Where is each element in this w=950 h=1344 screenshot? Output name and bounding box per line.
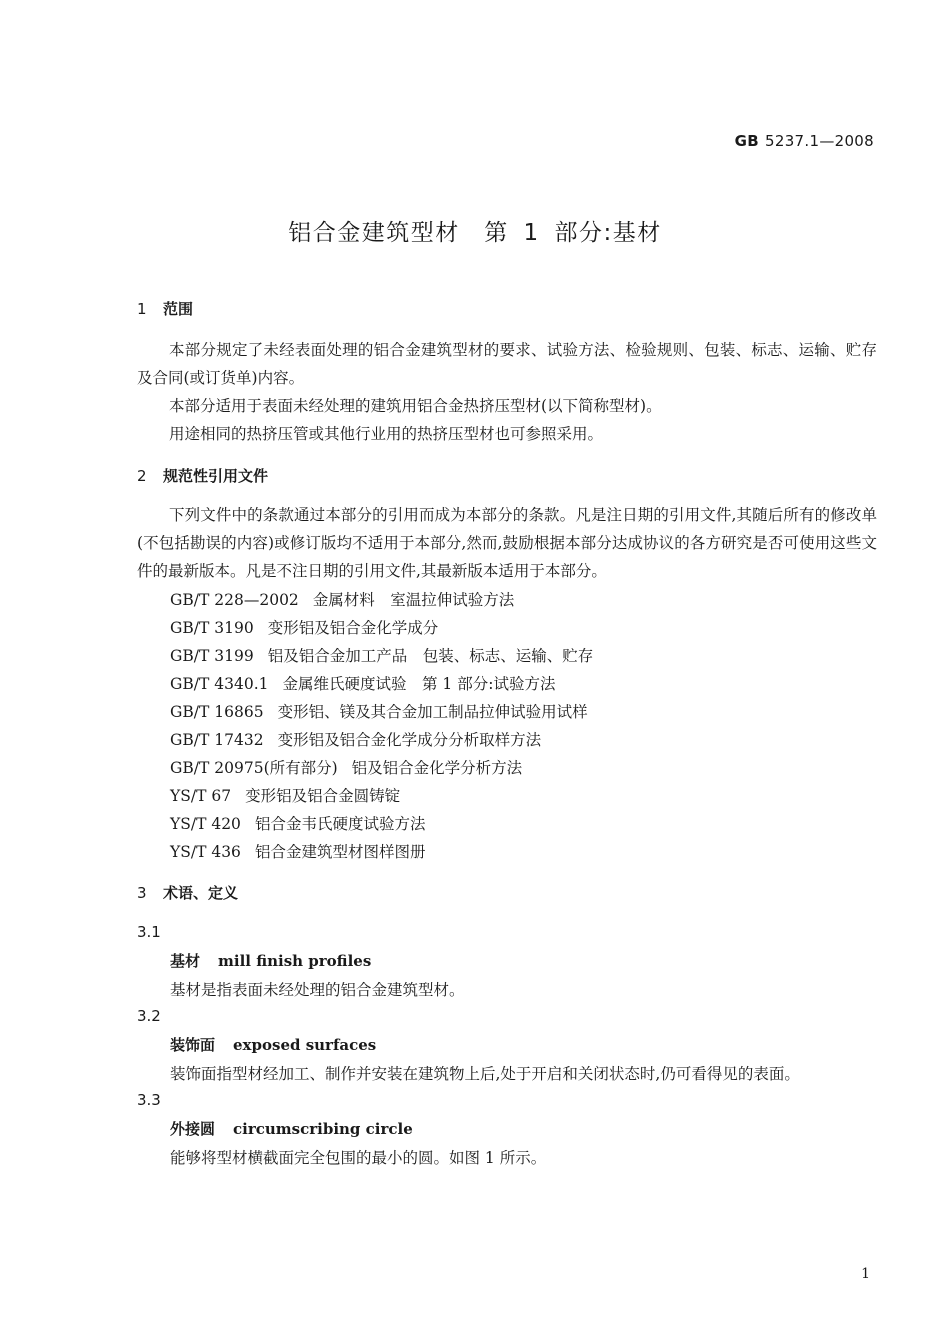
reference-code: GB/T 20975(所有部分) [170, 759, 338, 777]
reference-item [170, 812, 425, 834]
reference-item [170, 840, 425, 862]
reference-name: 变形铝、镁及其合金加工制品拉伸试验用试样 [277, 703, 588, 721]
reference-item [170, 616, 438, 638]
reference-code: YS/T 67 [170, 787, 232, 805]
term-definition: 基材是指表面未经处理的铝合金建筑型材。 [170, 981, 465, 999]
section-1-paragraph: 本部分规定了未经表面处理的铝合金建筑型材的要求、试验方法、检验规则、包装、标志、运输、贮存及合同(或订货单)内容。 [137, 341, 877, 387]
reference-item [170, 756, 522, 778]
term-definition: 能够将型材横截面完全包围的最小的圆。如图 1 所示。 [170, 1149, 547, 1167]
reference-item [170, 644, 593, 666]
reference-name: 铝及铝合金加工产品 包装、标志、运输、贮存 [267, 647, 594, 665]
reference-code: GB/T 3199 [170, 647, 254, 665]
standard-code-number: 5237.1—2008 [765, 132, 874, 150]
reference-name: 金属维氏硬度试验 第 1 部分:试验方法 [282, 675, 556, 693]
term-zh: 基材 [170, 952, 201, 970]
standard-code-prefix: GB [734, 132, 760, 150]
reference-name: 铝合金韦氏硬度试验方法 [254, 815, 426, 833]
section-title: 规范性引用文件 [163, 467, 269, 485]
term-entry [170, 1034, 376, 1055]
term-entry [170, 950, 371, 971]
section-2-heading [137, 465, 268, 486]
section-number: 2 [137, 467, 147, 485]
reference-code: GB/T 17432 [170, 731, 264, 749]
reference-name: 铝及铝合金化学分析方法 [351, 759, 523, 777]
reference-code: GB/T 228—2002 [170, 591, 299, 609]
reference-code: GB/T 16865 [170, 703, 264, 721]
term-definition: 装饰面指型材经加工、制作并安装在建筑物上后,处于开启和关闭状态时,仍可看得见的表面。 [170, 1065, 800, 1083]
reference-item [170, 700, 588, 722]
reference-item [170, 728, 541, 750]
term-number: 3.1 [137, 923, 161, 941]
reference-code: GB/T 3190 [170, 619, 254, 637]
term-number: 3.2 [137, 1007, 161, 1025]
reference-item [170, 588, 514, 610]
term-entry [170, 1118, 413, 1139]
section-title: 范围 [163, 300, 194, 318]
term-en: circumscribing circle [233, 1120, 413, 1138]
term-zh: 外接圆 [170, 1120, 216, 1138]
section-3-heading [137, 882, 238, 903]
page-number: 1 [861, 1266, 870, 1282]
section-2-intro: 下列文件中的条款通过本部分的引用而成为本部分的条款。凡是注日期的引用文件,其随后所有的修改单(不包括勘误的内容)或修订版均不适用于本部分,然而,鼓励根据本部分达成协议的各方研究是否可使用这些文件的最新版本。凡是不注日期的引用文件,其最新版本适用于本部分。 [137, 506, 877, 580]
section-1-paragraph: 本部分适用于表面未经处理的建筑用铝合金热挤压型材(以下简称型材)。 [169, 397, 662, 415]
section-1-heading [137, 298, 193, 319]
section-number: 3 [137, 884, 147, 902]
reference-name: 铝合金建筑型材图样图册 [254, 843, 426, 861]
reference-name: 变形铝及铝合金化学成分 [267, 619, 439, 637]
standard-code [735, 132, 874, 150]
section-1-paragraph: 用途相同的热挤压管或其他行业用的热挤压型材也可参照采用。 [169, 425, 604, 443]
term-zh: 装饰面 [170, 1036, 216, 1054]
section-title: 术语、定义 [163, 884, 239, 902]
reference-code: YS/T 420 [170, 815, 241, 833]
reference-name: 变形铝及铝合金圆铸锭 [245, 787, 401, 805]
reference-item [170, 784, 400, 806]
section-number: 1 [137, 300, 147, 318]
term-en: mill finish profiles [218, 952, 372, 970]
reference-name: 变形铝及铝合金化学成分分析取样方法 [277, 731, 542, 749]
reference-name: 金属材料 室温拉伸试验方法 [312, 591, 515, 609]
reference-code: YS/T 436 [170, 843, 241, 861]
document-title: 铝合金建筑型材 第 1 部分:基材 [288, 220, 662, 246]
term-number: 3.3 [137, 1091, 161, 1109]
reference-item [170, 672, 555, 694]
reference-code: GB/T 4340.1 [170, 675, 269, 693]
term-en: exposed surfaces [233, 1036, 377, 1054]
